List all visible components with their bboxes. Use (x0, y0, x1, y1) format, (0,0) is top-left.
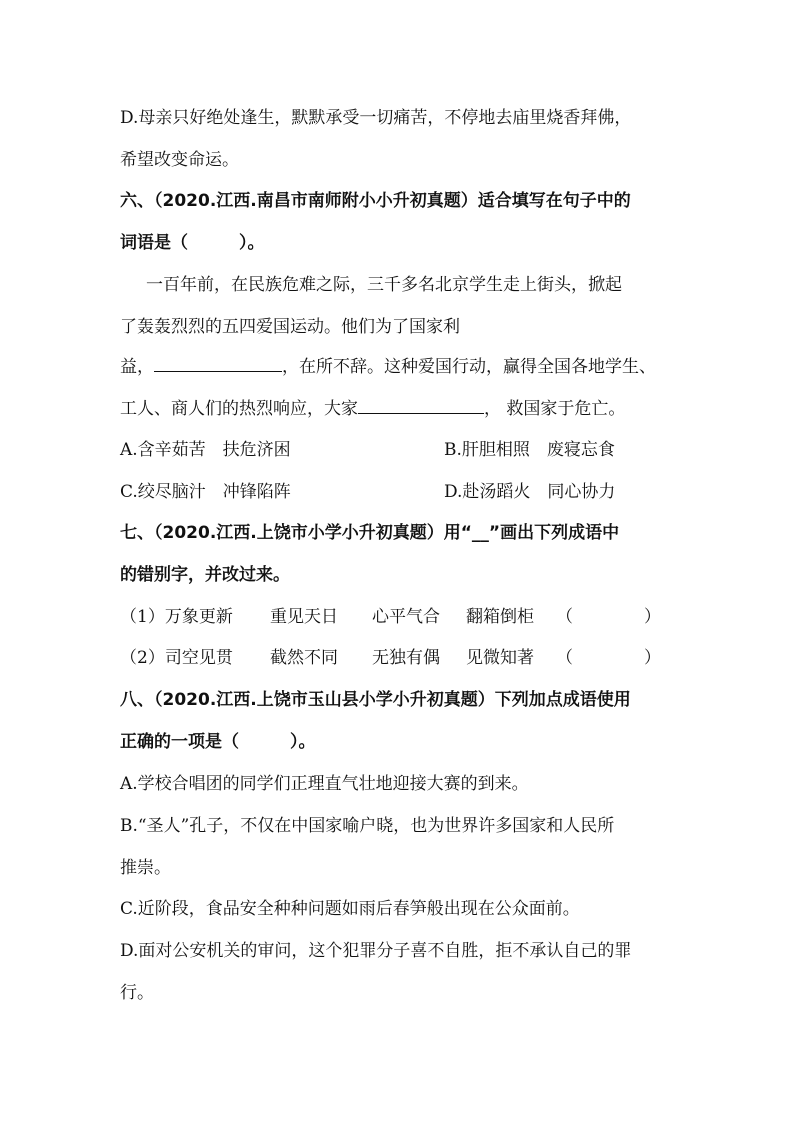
q5-option-d-line1: D.母亲只好绝处逢生，默默承受一切痛苦，不停地去庙里烧香拜佛， (120, 108, 632, 128)
q6-fill-blank-2[interactable] (358, 399, 484, 414)
q8-title-line1: 八、（2020.江西.上饶市玉山县小学小升初真题）下列加点成语使用 (120, 690, 631, 710)
q8-option-b-line2: 推崇。 (120, 858, 171, 878)
q7-row1-answer-close: ） (644, 607, 661, 627)
q6-passage-line3-end: ，在所不辞。这种爱国行动，赢得全国各地学生、 (282, 357, 656, 377)
q8-option-a[interactable]: A.学校合唱团的同学们正理直气壮地迎接大赛的到来。 (120, 774, 529, 794)
q8-option-c[interactable]: C.近阶段，食品安全种种问题如雨后春笋般出现在公众面前。 (120, 899, 580, 919)
q7-row1-idiom-1: （1）万象更新 (120, 607, 233, 627)
q6-option-c[interactable]: C.绞尽脑汁 冲锋陷阵 (120, 482, 291, 502)
q6-passage-line4-end: ， 救国家于危亡。 (484, 399, 626, 419)
q7-row1-idiom-2: 重见天日 (270, 607, 338, 627)
q6-fill-blank-1[interactable] (154, 357, 282, 372)
q6-passage-line4 (120, 398, 625, 420)
q6-option-b[interactable]: B.肝胆相照 废寝忘食 (444, 440, 615, 460)
q7-row1-answer-open[interactable]: （ (556, 607, 573, 627)
q8-option-d-line2: 行。 (120, 983, 154, 1003)
q7-row2-answer-close: ） (644, 648, 661, 668)
q8-option-b-line1[interactable]: B.“圣人”孔子，不仅在中国家喻户晓，也为世界许多国家和人民所 (120, 816, 615, 836)
q7-row2-idiom-2: 截然不同 (270, 648, 338, 668)
q7-row2-idiom-4: 见微知著 (466, 648, 534, 668)
q7-row2-idiom-1: （2）司空见贯 (120, 648, 233, 668)
q7-title-line2: 的错别字，并改过来。 (120, 565, 290, 585)
q6-passage-line4-start: 工人、商人们的热烈响应，大家 (120, 399, 358, 419)
q7-row2-idiom-3: 无独有偶 (372, 648, 440, 668)
q7-row1-idiom-3: 心平气合 (372, 607, 440, 627)
q8-option-d-line1[interactable]: D.面对公安机关的审问，这个犯罪分子喜不自胜，拒不承认自己的罪 (120, 941, 632, 961)
q6-option-a[interactable]: A.含辛茹苦 扶危济困 (120, 440, 291, 460)
q6-title-line1: 六、（2020.江西.南昌市南师附小小升初真题）适合填写在句子中的 (120, 191, 631, 211)
q5-option-d-line2: 希望改变命运。 (120, 150, 239, 170)
q6-passage-line2: 了轰轰烈烈的五四爱国运动。他们为了国家利 (120, 317, 460, 337)
q7-title-line1: 七、（2020.江西.上饶市小学小升初真题）用“__”画出下列成语中 (120, 523, 620, 543)
q6-title-line2: 词语是（ ）。 (120, 233, 265, 253)
q7-row2-answer-open[interactable]: （ (556, 648, 573, 668)
q7-row1-idiom-4: 翻箱倒柜 (466, 607, 534, 627)
q6-passage-line1: 一百年前，在民族危难之际，三千多名北京学生走上街头，掀起 (146, 275, 622, 295)
q6-option-d[interactable]: D.赴汤蹈火 同心协力 (444, 482, 616, 502)
q6-passage-line3-start: 益， (120, 357, 154, 377)
q6-passage-line3 (120, 356, 656, 378)
q8-title-line2: 正确的一项是（ ）。 (120, 732, 316, 752)
